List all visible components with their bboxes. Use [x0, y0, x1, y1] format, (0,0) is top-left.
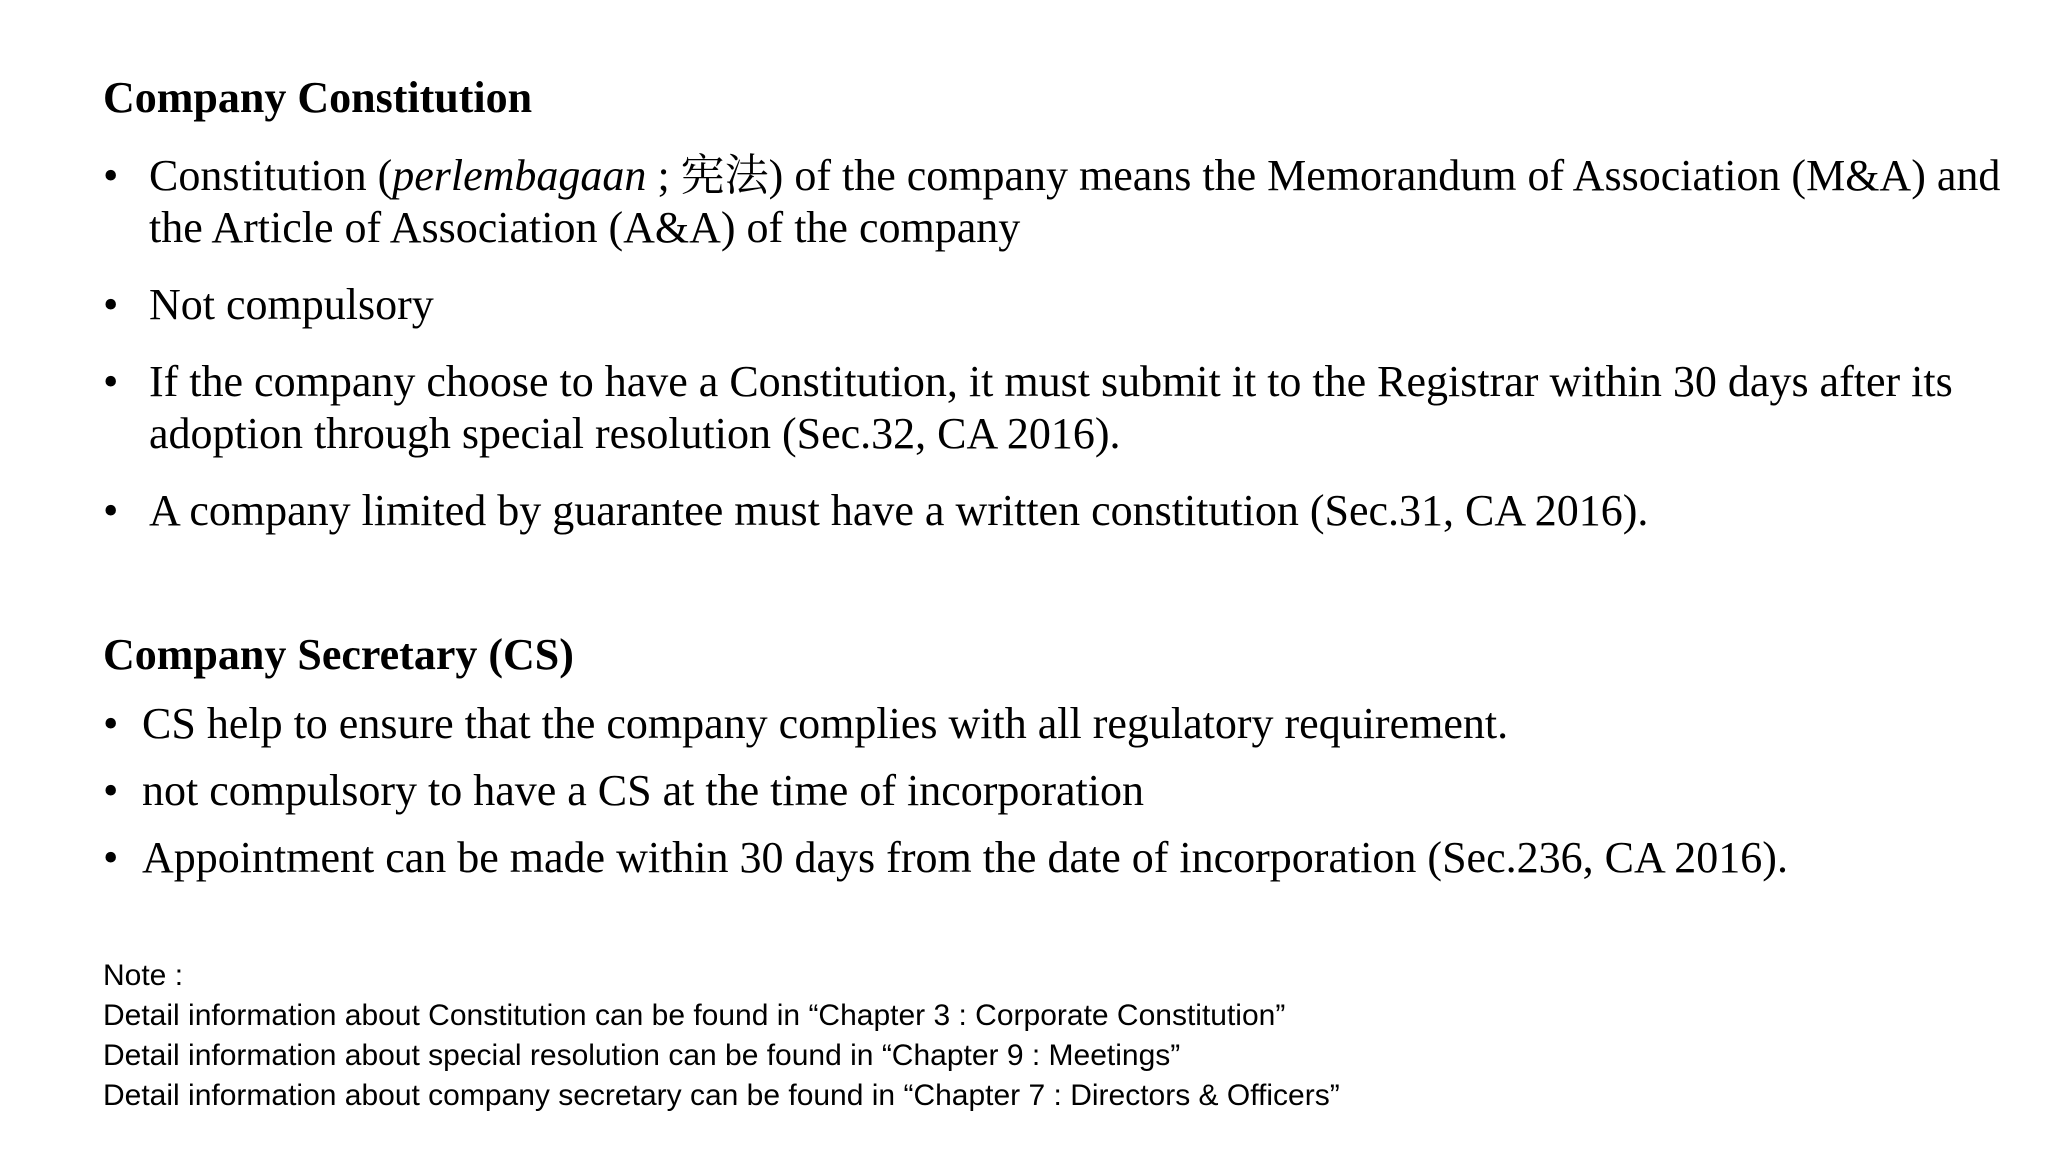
secretary-bullet-appointment [103, 832, 2022, 884]
bullet-dot: • [103, 699, 119, 748]
bullet-dot: • [103, 486, 119, 535]
bullet-text: Constitution (perlembagaan ; 宪法) of the company means the Memorandum of Association (M&A) and the Article of Association (A&A) of the company [149, 151, 2001, 252]
bullet-dot: • [103, 833, 119, 882]
bullet-text: Not compulsory [149, 280, 434, 329]
note-line-company-secretary: Detail information about company secretary can be found in “Chapter 7 : Directors & Officers” [103, 1079, 1340, 1112]
note-line-special-resolution: Detail information about special resolution can be found in “Chapter 9 : Meetings” [103, 1039, 1181, 1072]
bullet-dot: • [103, 151, 119, 200]
bullet-dot: • [103, 766, 119, 815]
constitution-bullet-not-compulsory [103, 279, 2029, 331]
constitution-bullet-registrar [103, 356, 2029, 460]
secretary-heading: Company Secretary (CS) [103, 630, 574, 679]
note-label: Note : [103, 959, 184, 992]
constitution-heading: Company Constitution [103, 73, 533, 122]
note-line-constitution: Detail information about Constitution can be found in “Chapter 3 : Corporate Constitution” [103, 999, 1286, 1032]
bullet-text: If the company choose to have a Constitution, it must submit it to the Registrar within 30 days after its adoption through special resolution (Sec.32, CA 2016). [149, 357, 1953, 458]
note-block [103, 956, 1340, 1116]
bullet-text: not compulsory to have a CS at the time of incorporation [142, 766, 1145, 815]
bullet-dot: • [103, 357, 119, 406]
bullet-text: Appointment can be made within 30 days from the date of incorporation (Sec.236, CA 2016). [142, 833, 1788, 882]
bullet-dot: • [103, 280, 119, 329]
secretary-bullet-regulatory [103, 698, 2022, 750]
constitution-bullet-definition [103, 150, 2029, 254]
bullet-text: CS help to ensure that the company complies with all regulatory requirement. [142, 699, 1509, 748]
secretary-bullet-not-compulsory [103, 765, 2022, 817]
constitution-bullet-guarantee [103, 485, 2029, 537]
bullet-text: A company limited by guarantee must have a written constitution (Sec.31, CA 2016). [149, 486, 1649, 535]
